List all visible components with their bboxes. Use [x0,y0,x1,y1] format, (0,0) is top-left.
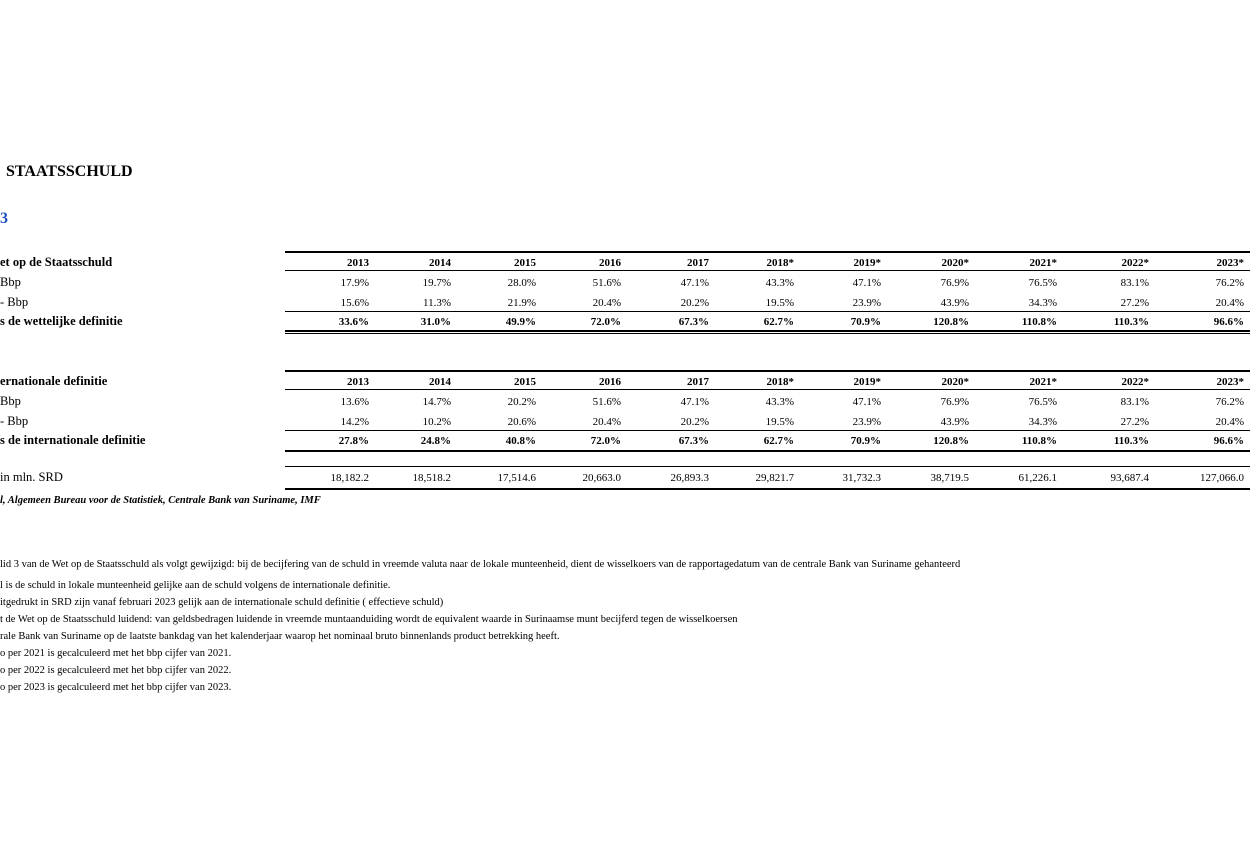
total-cell: 96.6% [1213,435,1244,447]
table-cell: 27.2% [1120,416,1149,428]
table-cell: 76.5% [1028,396,1057,408]
table-cell: 76.2% [1215,396,1244,408]
table1-header-rule [285,270,1250,271]
total-cell: 24.8% [420,435,451,447]
gdp-cell: 31,732.3 [842,472,881,484]
table-cell: 47.1% [852,277,881,289]
footnote: t de Wet op de Staatsschuld luidend: van geldsbedragen luidende in vreemde muntaanduiding wordt de equivalent waarde in Surinaamse munt becijferd tegen de wisselkoersen [0,614,738,625]
year-header-cell: 2021* [1029,376,1057,388]
table-cell: 28.0% [507,277,536,289]
table1-total-label: s de wettelijke definitie [0,314,123,328]
table-cell: 20.4% [1215,297,1244,309]
year-header-cell: 2019* [853,376,881,388]
year-header-cell: 2018* [766,257,794,269]
table1-row-label: Bbp [0,275,21,289]
table-cell: 51.6% [592,277,621,289]
gdp-cell: 127,066.0 [1200,472,1244,484]
table-cell: 17.9% [340,277,369,289]
year-header-cell: 2019* [853,257,881,269]
table-cell: 21.9% [507,297,536,309]
table-cell: 20.6% [507,416,536,428]
year-header-cell: 2020* [941,257,969,269]
table-cell: 51.6% [592,396,621,408]
gdp-bottom-rule [285,488,1250,490]
gdp-cell: 26,893.3 [670,472,709,484]
table2-total-label: s de internationale definitie [0,433,146,447]
table-row [285,396,1250,408]
table-cell: 23.9% [852,416,881,428]
table2-total-row [285,435,1250,447]
table-cell: 43.3% [765,277,794,289]
total-cell: 72.0% [590,435,621,447]
section-marker: 3 [0,210,8,227]
total-cell: 120.8% [933,316,969,328]
total-cell: 31.0% [420,316,451,328]
table1-top-rule [285,251,1250,253]
table-cell: 23.9% [852,297,881,309]
year-header-cell: 2013 [347,376,369,388]
total-cell: 110.3% [1113,316,1149,328]
year-header-cell: 2015 [514,376,536,388]
table-cell: 14.2% [340,416,369,428]
gdp-cell: 18,518.2 [412,472,451,484]
footnote: o per 2021 is gecalculeerd met het bbp cijfer van 2021. [0,648,232,659]
table-cell: 43.3% [765,396,794,408]
table1-total-top-rule [285,311,1250,312]
table-cell: 76.9% [940,396,969,408]
footnote: rale Bank van Suriname op de laatste bankdag van het kalenderjaar waarop het nominaal bruto binnenlands product betrekking heeft. [0,631,560,642]
table-cell: 47.1% [680,396,709,408]
table-cell: 83.1% [1120,277,1149,289]
total-cell: 40.8% [505,435,536,447]
footnote: l is de schuld in lokale munteenheid gelijke aan de schuld volgens de internationale definitie. [0,580,391,591]
total-cell: 62.7% [763,316,794,328]
table-cell: 76.5% [1028,277,1057,289]
table2-year-header [285,376,1250,388]
footnote: o per 2022 is gecalculeerd met het bbp cijfer van 2022. [0,665,232,676]
gdp-cell: 61,226.1 [1018,472,1057,484]
table-cell: 76.9% [940,277,969,289]
footnote: o per 2023 is gecalculeerd met het bbp cijfer van 2023. [0,682,232,693]
table-cell: 76.2% [1215,277,1244,289]
gdp-cell: 93,687.4 [1110,472,1149,484]
table2-row-label: Bbp [0,394,21,408]
total-cell: 27.8% [338,435,369,447]
table2-header-label: ernationale definitie [0,374,108,388]
table-cell: 14.7% [422,396,451,408]
table-cell: 20.4% [592,297,621,309]
table-cell: 20.2% [680,416,709,428]
table1-total-row [285,316,1250,328]
year-header-cell: 2016 [599,376,621,388]
table2-total-top-rule [285,430,1250,431]
footnote: lid 3 van de Wet op de Staatsschuld als volgt gewijzigd: bij de becijfering van de schuld in vreemde valuta naar de lokale munteenheid, dient de wisselkoers van de rapportagedatum van de centrale Bank van Suriname gehanteerd [0,559,961,570]
table-cell: 47.1% [680,277,709,289]
total-cell: 67.3% [678,435,709,447]
total-cell: 110.8% [1021,435,1057,447]
source-note: l, Algemeen Bureau voor de Statistiek, Centrale Bank van Suriname, IMF [0,495,321,506]
table-row [285,297,1250,309]
year-header-cell: 2016 [599,257,621,269]
page-title: STAATSSCHULD [6,163,133,180]
table-cell: 20.4% [1215,416,1244,428]
gdp-cell: 20,663.0 [582,472,621,484]
year-header-cell: 2022* [1121,376,1149,388]
gdp-top-rule [285,466,1250,467]
total-cell: 72.0% [590,316,621,328]
year-header-cell: 2023* [1216,257,1244,269]
gdp-cell: 18,182.2 [330,472,369,484]
table-cell: 10.2% [422,416,451,428]
year-header-cell: 2020* [941,376,969,388]
table-cell: 20.2% [507,396,536,408]
gdp-cell: 38,719.5 [930,472,969,484]
table1-year-header [285,257,1250,269]
table-cell: 27.2% [1120,297,1149,309]
table-cell: 20.4% [592,416,621,428]
year-header-cell: 2023* [1216,376,1244,388]
total-cell: 110.3% [1113,435,1149,447]
table-cell: 47.1% [852,396,881,408]
table-row [285,416,1250,428]
table1-bottom-rule [285,330,1250,332]
year-header-cell: 2013 [347,257,369,269]
table2-header-rule [285,389,1250,390]
table-cell: 15.6% [340,297,369,309]
table-cell: 13.6% [340,396,369,408]
total-cell: 110.8% [1021,316,1057,328]
total-cell: 33.6% [338,316,369,328]
year-header-cell: 2014 [429,376,451,388]
table2-top-rule [285,370,1250,372]
gdp-cell: 17,514.6 [497,472,536,484]
year-header-cell: 2014 [429,257,451,269]
table1-row-label: - Bbp [0,295,29,309]
footnote: itgedrukt in SRD zijn vanaf februari 2023 gelijk aan de internationale schuld definitie ( effectieve schuld) [0,597,444,608]
table-cell: 43.9% [940,416,969,428]
year-header-cell: 2017 [687,257,709,269]
gdp-row [285,472,1250,484]
gdp-cell: 29,821.7 [755,472,794,484]
total-cell: 120.8% [933,435,969,447]
total-cell: 67.3% [678,316,709,328]
table-row [285,277,1250,289]
table-cell: 11.3% [422,297,451,309]
table-cell: 19.5% [765,297,794,309]
table-cell: 20.2% [680,297,709,309]
year-header-cell: 2018* [766,376,794,388]
table2-row-label: - Bbp [0,414,29,428]
total-cell: 96.6% [1213,316,1244,328]
table-cell: 43.9% [940,297,969,309]
table-cell: 19.5% [765,416,794,428]
total-cell: 70.9% [850,435,881,447]
total-cell: 70.9% [850,316,881,328]
table-cell: 83.1% [1120,396,1149,408]
year-header-cell: 2022* [1121,257,1149,269]
table-cell: 34.3% [1028,416,1057,428]
gdp-row-label: in mln. SRD [0,470,63,484]
year-header-cell: 2015 [514,257,536,269]
table1-double-rule [285,333,1250,334]
table-cell: 19.7% [422,277,451,289]
table-cell: 34.3% [1028,297,1057,309]
table2-bottom-rule [285,450,1250,452]
year-header-cell: 2017 [687,376,709,388]
total-cell: 62.7% [763,435,794,447]
total-cell: 49.9% [505,316,536,328]
year-header-cell: 2021* [1029,257,1057,269]
table1-header-label: et op de Staatsschuld [0,255,113,269]
